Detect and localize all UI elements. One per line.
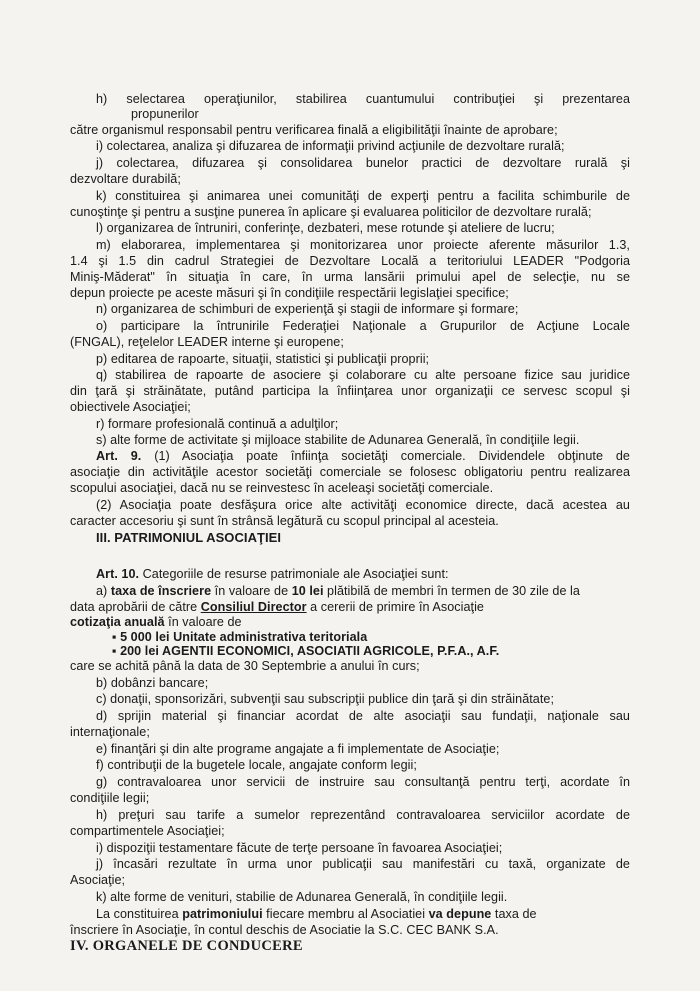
body-line: dezvoltare durabilă; xyxy=(70,172,181,186)
item-a2-rest: a cererii de primire în Asociaţie xyxy=(306,600,484,614)
item-a-mid: în valoare de xyxy=(211,584,292,598)
body-line: scopului asociaţiei, dacă nu se reinvestesc în aceleaşi societăţi comerciale. xyxy=(70,481,494,495)
art10-intro-text: Categoriile de resurse patrimoniale ale Asociaţiei sunt: xyxy=(139,567,449,581)
section-heading-organe: IV. ORGANELE DE CONDUCERE xyxy=(70,938,303,954)
art10-item-a xyxy=(96,583,630,599)
art10-intro xyxy=(96,566,449,582)
body-line: 1.4 şi 1.5 din cadrul Strategiei de Dezvoltare Locală a teritoriului LEADER "Podgoria xyxy=(70,254,630,268)
body-line: q) stabilirea de rapoarte de asociere şi colaborare cu alte persoane fizice sau juridice xyxy=(96,368,630,382)
body-line: r) formare profesională continuă a adulţilor; xyxy=(96,417,339,431)
body2-line: compartimentele Asociaţiei; xyxy=(70,824,225,838)
art10-label: Art. 10. xyxy=(96,567,140,581)
body2-line: d) sprijin material şi financiar acordat de alte asociaţii sau fundaţii, naţionale sau xyxy=(96,709,630,723)
body2-line: Asociaţie; xyxy=(70,873,126,887)
article-label: Art. 9. xyxy=(96,449,155,463)
body2-line: i) dispoziţii testamentare făcute de terţe persoane în favoarea Asociaţiei; xyxy=(96,841,503,855)
body-line: m) elaborarea, implementarea şi monitorizarea unor proiecte aferente măsurilor 1.3, xyxy=(96,238,630,252)
body-line: Miniş-Măderat" în situaţia în care, în urma lansării primului apel de selecţie, nu se xyxy=(70,270,630,284)
consiliul-director: Consiliul Director xyxy=(200,600,307,614)
body-line: (2) Asociaţia poate desfăşura orice alte activităţi economice directe, dacă acestea au xyxy=(96,498,630,512)
va-depune: va depune xyxy=(428,907,492,921)
bullet-uat-text: 5 000 lei Unitate administrativa teritoriala xyxy=(120,630,368,644)
body2-line: c) donaţii, sponsorizări, subvenţii sau subscripţii publice din ţară şi din străinătate; xyxy=(96,692,555,706)
body-line: j) colectarea, difuzarea şi consolidarea bunelor practici de dezvoltare rurală şi xyxy=(96,156,630,170)
patrimoniu-mid: fiecare membru al Asociatiei xyxy=(262,907,429,921)
patrimoniu-pre: La constituirea xyxy=(96,907,183,921)
article-text: (1) Asociaţia poate înfiinţa societăţi comerciale. Dividendele obţinute de xyxy=(154,449,630,463)
patrimoniu-post: taxa de xyxy=(491,907,537,921)
cotizatia-rest: în valoare de xyxy=(164,615,242,629)
body-line: depun proiecte pe aceste măsuri şi în condiţiile respectării legislaţiei specifice; xyxy=(70,286,509,300)
body-line: n) organizarea de schimburi de experienţă şi stagii de informare şi formare; xyxy=(96,302,519,316)
cotizatia-line xyxy=(70,614,242,630)
body-line: din ţară şi străinătate, putând participa la înfiinţarea unor organizaţii ce servesc scopul şi xyxy=(70,384,630,398)
body-line: k) constituirea şi animarea unei comunităţi de experţi pentru a facilita schimburile de xyxy=(96,189,630,203)
body2-line: g) contravaloarea unor servicii de instruire sau consultanţă pentru terţi, acordate în xyxy=(96,775,630,789)
body2-line: k) alte forme de venituri, stabilie de Adunarea Generală, în condiţiile legii. xyxy=(96,890,508,904)
body-line: p) editarea de rapoarte, situaţii, statistici şi publicaţii proprii; xyxy=(96,352,430,366)
taxa-value: 10 lei xyxy=(291,584,324,598)
section-heading-patrimoniu: III. PATRIMONIUL ASOCIAŢIEI xyxy=(96,530,282,545)
body-line: obiectivele Asociaţiei; xyxy=(70,400,191,414)
patrimoniului: patrimoniului xyxy=(182,907,263,921)
item-a-rest: plătibilă de membri în termen de 30 zile de la xyxy=(323,584,580,598)
body2-line: f) contribuţii de la bugetele locale, angajate conform legii; xyxy=(96,758,417,772)
body2-line: care se achită până la data de 30 Septembrie a anului în curs; xyxy=(70,659,420,673)
body-line: o) participare la întrunirile Federaţiei Naţionale a Grupurilor de Acţiune Locale xyxy=(96,319,630,333)
body2-line: b) dobânzi bancare; xyxy=(96,676,209,690)
body-line: cunoştinţe şi pentru a susţine punerea în aplicare şi evaluarea politicilor de dezvoltare rurală; xyxy=(70,205,592,219)
cotizatia-anuala: cotizaţia anuală xyxy=(70,615,165,629)
body-line: h) selectarea operaţiunilor, stabilirea cuantumului contribuţiei şi prezentarea xyxy=(96,92,630,106)
bullet-agenti-text: 200 lei AGENTII ECONOMICI, ASOCIATII AGRICOLE, P.F.A., A.F. xyxy=(120,644,500,658)
bullet-icon: ▪ xyxy=(112,630,117,644)
art10-item-a-line2 xyxy=(70,599,484,615)
body2-line: j) încasări rezultate în urma unor publicaţii sau manifestări cu taxă, organizate de xyxy=(96,857,630,871)
item-a2-pre: data aprobării de către xyxy=(70,600,201,614)
body-line: i) colectarea, analiza şi difuzarea de informaţii privind acţiunile de dezvoltare rurală; xyxy=(96,139,565,153)
body-line: caracter accesoriu şi sunt în strânsă legătură cu scopul principal al acesteia. xyxy=(70,514,499,528)
item-a-prefix: a) xyxy=(96,584,111,598)
body-line: s) alte forme de activitate şi mijloace stabilite de Adunarea Generală, în condiţiile legii. xyxy=(96,433,580,447)
body-line: către organismul responsabil pentru verificarea finală a eligibilităţii înainte de aprobare; xyxy=(70,123,558,137)
body-line: l) organizarea de întruniri, conferinţe, dezbateri, mese rotunde şi ateliere de lucru; xyxy=(96,221,555,235)
bullet-agenti xyxy=(112,643,499,659)
patrimoniu-line1 xyxy=(96,906,630,922)
body2-line: internaţionale; xyxy=(70,725,150,739)
body-line: propunerilor xyxy=(131,107,199,121)
body-line: asociaţie din activităţile acestor societăţi comerciale se folosesc obligatoriu pentru realizarea xyxy=(70,465,630,479)
body2-line: e) finanţări şi din alte programe angajate a fi implementate de Asociaţie; xyxy=(96,742,500,756)
bullet-icon: ▪ xyxy=(112,644,117,658)
taxa-inscriere: taxa de înscriere xyxy=(110,584,212,598)
patrimoniu-line2: înscriere în Asociaţie, în contul deschis de Asociatie la S.C. CEC BANK S.A. xyxy=(70,923,499,937)
body2-line: h) preţuri sau tarife a sumelor reprezentând contravaloarea serviciilor acordate de xyxy=(96,808,630,822)
body-line: (FNGAL), reţelelor LEADER interne şi europene; xyxy=(70,335,344,349)
body2-line: condiţiile legii; xyxy=(70,791,150,805)
body-line xyxy=(96,448,630,464)
